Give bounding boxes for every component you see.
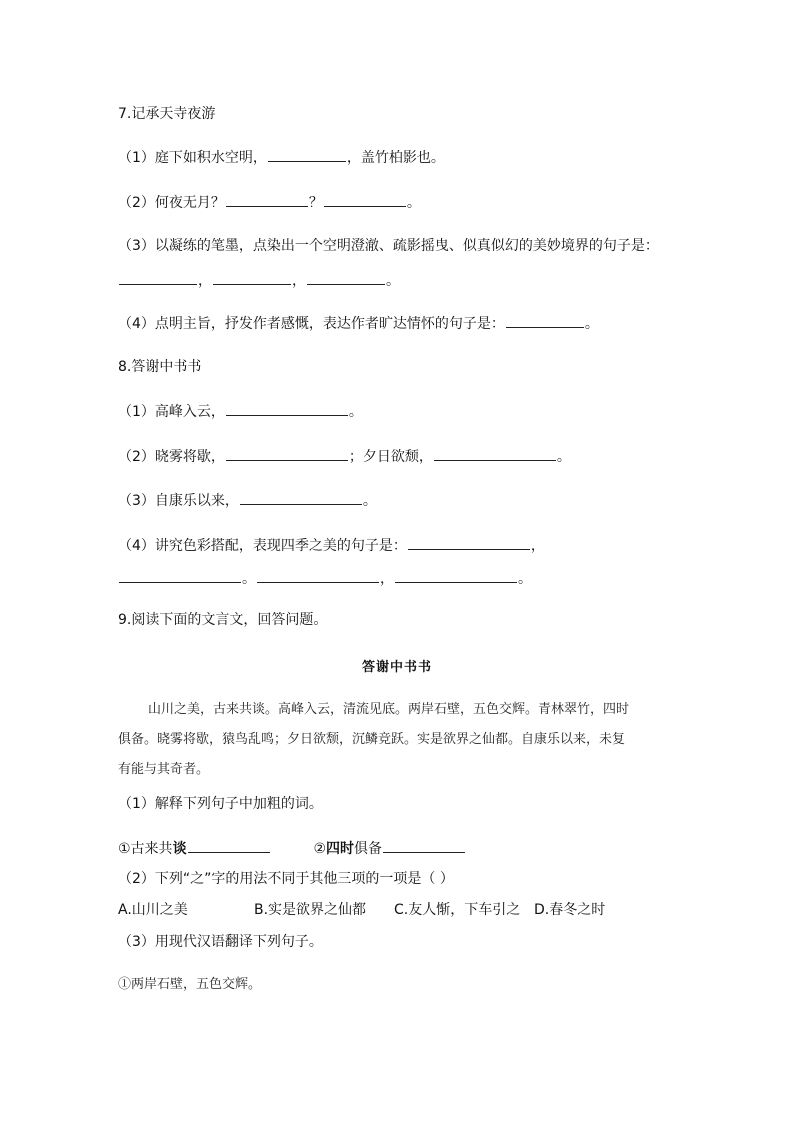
- q8-item-4: [118, 535, 545, 556]
- q9-sub-1-b-suffix: 俱备: [354, 841, 383, 857]
- q8-item-3-suffix: 。: [362, 493, 377, 509]
- q8-item-3-prefix: （3）自康乐以来，: [118, 493, 239, 509]
- q8-item-2-prefix: （2）晓雾将歇，: [118, 449, 225, 465]
- q7-item-3-blank-3[interactable]: [307, 270, 385, 285]
- q7-item-3-end: 。: [386, 273, 400, 289]
- q7-item-3-blank-2[interactable]: [213, 270, 291, 285]
- q9-sub-1-b-blank[interactable]: [383, 838, 465, 853]
- q8-item-2-mid: ；夕日欲颓，: [348, 449, 433, 465]
- q7-item-2-blank-1[interactable]: [226, 192, 308, 207]
- q8-item-1-suffix: 。: [348, 404, 363, 420]
- q9-sub-1-a-prefix: ①古来共: [118, 841, 173, 857]
- option-a[interactable]: A.山川之美: [118, 902, 188, 918]
- q7-item-2-suffix: 。: [406, 195, 421, 211]
- passage-line-3: 有能与其奇者。: [118, 762, 210, 777]
- passage-title: 答谢中书书: [361, 660, 432, 675]
- q8-item-1: [118, 401, 363, 422]
- passage-line-2: 俱备。晓雾将歇，猿鸟乱鸣；夕日欲颓，沉鳞竞跃。实是欲界之仙都。自康乐以来，未复: [118, 732, 626, 747]
- q8-item-4-sep-1: ，: [530, 538, 545, 554]
- q7-item-3-sep-1: ，: [198, 273, 212, 289]
- q8-item-4-blank-3[interactable]: [257, 568, 379, 583]
- option-c[interactable]: C.友人惭，下车引之: [394, 902, 521, 918]
- q7-item-4: [118, 313, 599, 334]
- q9-sub-1-items: [118, 838, 466, 859]
- q9-sub-1-a-bold: 谈: [172, 841, 187, 857]
- q7-item-4-blank[interactable]: [506, 313, 584, 328]
- q7-item-1-prefix: （1）庭下如积水空明，: [118, 150, 267, 166]
- q9-heading: 9.阅读下面的文言文，回答问题。: [118, 612, 328, 628]
- q8-item-1-prefix: （1）高峰入云，: [118, 404, 225, 420]
- q9-sub-1-b-bold: 四时: [326, 841, 355, 857]
- q7-item-1-suffix: ，盖竹柏影也。: [346, 150, 445, 166]
- option-b[interactable]: B.实是欲界之仙都: [254, 902, 367, 918]
- q8-item-2-suffix: 。: [556, 449, 571, 465]
- q9-sub-3: （3）用现代汉语翻译下列句子。: [118, 934, 323, 950]
- q9-sub-1: （1）解释下列句子中加粗的词。: [118, 796, 323, 812]
- q7-item-2-prefix: （2）何夜无月？: [118, 195, 225, 211]
- q7-item-3-blank-1[interactable]: [119, 270, 197, 285]
- q9-sub-1-b-prefix: ②: [313, 841, 327, 857]
- q7-item-4-suffix: 。: [584, 316, 599, 332]
- q8-heading: 8.答谢中书书: [118, 359, 202, 375]
- q8-item-3-blank[interactable]: [240, 490, 362, 505]
- passage-line-1: 山川之美，古来共谈。高峰入云，清流见底。两岸石壁，五色交辉。青林翠竹，四时: [148, 702, 630, 717]
- q8-item-1-blank[interactable]: [226, 401, 348, 416]
- q8-item-4-blank-4[interactable]: [395, 568, 517, 583]
- q8-item-4-answers: [118, 568, 532, 589]
- q7-item-2-mid: ？: [308, 195, 323, 211]
- q9-sub-1-a-blank[interactable]: [188, 838, 270, 853]
- q8-item-2: [118, 446, 571, 467]
- q9-sub-2-options: [118, 900, 605, 920]
- q7-heading: 7.记承天寺夜游: [118, 106, 216, 122]
- option-d[interactable]: D.春冬之时: [534, 902, 606, 918]
- q7-item-3-text: （3）以凝练的笔墨，点染出一个空明澄澈、疏影摇曳、似真似幻的美妙境界的句子是：: [118, 238, 659, 254]
- q7-item-2: [118, 192, 421, 213]
- q8-item-4-prefix: （4）讲究色彩搭配，表现四季之美的句子是：: [118, 538, 407, 554]
- q7-item-3-answers: [118, 270, 400, 291]
- q8-item-4-sep-3: ，: [380, 571, 394, 587]
- q9-sub-2: （2）下列“之”字的用法不同于其他三项的一项是（ ）: [118, 871, 454, 887]
- q8-item-4-end: 。: [518, 571, 532, 587]
- q7-item-4-prefix: （4）点明主旨，抒发作者感慨，表达作者旷达情怀的句子是：: [118, 316, 505, 332]
- q8-item-4-blank-1[interactable]: [408, 535, 530, 550]
- q8-item-2-blank-2[interactable]: [434, 446, 556, 461]
- q7-item-3-sep-2: ，: [292, 273, 306, 289]
- q8-item-3: [118, 490, 377, 511]
- q9-sub-3-item-1: ①两岸石壁，五色交辉。: [118, 977, 262, 992]
- q7-item-1-blank[interactable]: [268, 147, 346, 162]
- q8-item-4-sep-2: 。: [242, 571, 256, 587]
- q8-item-4-blank-2[interactable]: [119, 568, 241, 583]
- q7-item-2-blank-2[interactable]: [324, 192, 406, 207]
- q8-item-2-blank-1[interactable]: [226, 446, 348, 461]
- q7-item-1: [118, 147, 445, 168]
